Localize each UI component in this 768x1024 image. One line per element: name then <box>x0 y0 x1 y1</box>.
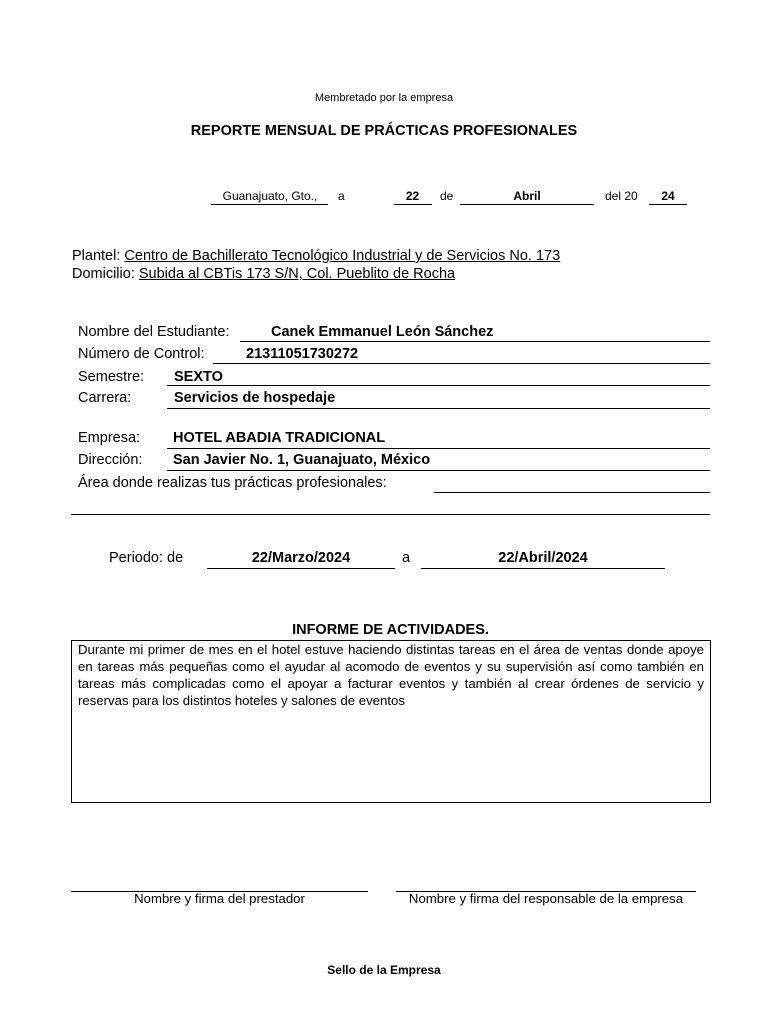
date-a-label: a <box>338 189 345 203</box>
plantel-row <box>72 248 560 264</box>
control-value: 21311051730272 <box>246 346 359 362</box>
date-place: Guanajuato, Gto., <box>222 189 318 203</box>
date-day-line <box>394 204 432 205</box>
period-from-line <box>207 568 395 569</box>
company-signature-label: Nombre y firma del responsable de la empresa <box>408 891 684 906</box>
career-value: Servicios de hospedaje <box>174 390 336 406</box>
domicilio-label: Domicilio: <box>72 266 135 282</box>
career-line <box>167 408 710 409</box>
date-place-line <box>211 204 328 205</box>
semester-value: SEXTO <box>174 369 223 385</box>
student-name-value: Canek Emmanuel León Sánchez <box>271 324 494 340</box>
report-heading: INFORME DE ACTIVIDADES. <box>292 622 489 638</box>
page-title: REPORTE MENSUAL DE PRÁCTICAS PROFESIONALES <box>190 123 578 139</box>
company-value: HOTEL ABADIA TRADICIONAL <box>173 430 386 446</box>
student-name-line <box>240 341 710 342</box>
period-a-label: a <box>402 550 411 566</box>
company-stamp-label: Sello de la Empresa <box>327 963 441 977</box>
address-line <box>167 470 710 471</box>
date-month: Abril <box>513 189 541 203</box>
area-line-continued <box>71 514 710 515</box>
plantel-value: Centro de Bachillerato Tecnológico Industrial y de Servicios No. 173 <box>124 248 561 264</box>
career-label: Carrera: <box>78 390 132 406</box>
provider-signature-label: Nombre y firma del prestador <box>134 891 305 906</box>
date-year-prefix: del 20 <box>605 189 638 203</box>
date-year-suffix: 24 <box>661 189 675 203</box>
area-line <box>434 492 710 493</box>
letterhead-note: Membretado por la empresa <box>314 92 454 104</box>
period-to-line <box>421 568 665 569</box>
control-label: Número de Control: <box>78 346 205 362</box>
date-month-line <box>460 204 594 205</box>
period-to: 22/Abril/2024 <box>498 550 588 566</box>
company-label: Empresa: <box>78 430 141 446</box>
company-line <box>167 448 710 449</box>
report-box <box>71 640 711 803</box>
address-label: Dirección: <box>78 452 143 468</box>
domicilio-row <box>72 266 455 282</box>
plantel-label: Plantel: <box>72 248 121 264</box>
period-from: 22/Marzo/2024 <box>251 550 351 566</box>
semester-label: Semestre: <box>78 369 145 385</box>
student-name-label: Nombre del Estudiante: <box>78 324 230 340</box>
address-value: San Javier No. 1, Guanajuato, México <box>173 452 431 468</box>
period-label: Periodo: de <box>109 550 184 566</box>
domicilio-value: Subida al CBTis 173 S/N, Col. Pueblito de Rocha <box>138 266 456 282</box>
date-day: 22 <box>405 189 420 203</box>
date-year-line <box>649 204 687 205</box>
date-de-label: de <box>440 189 454 203</box>
control-line <box>213 363 710 364</box>
semester-line <box>167 385 710 386</box>
area-label: Área donde realizas tus prácticas profesionales: <box>78 475 387 491</box>
report-text: Durante mi primer de mes en el hotel estuve haciendo distintas tareas en el área de ventas donde apoye en tareas más pequeñas como el ayudar al acomodo de eventos y su supervisión así como también en tareas más complicadas como el apoyar a facturar eventos y también al crear órdenes de servicio y reservas para los distintos hoteles y salones de eventos <box>78 642 704 708</box>
